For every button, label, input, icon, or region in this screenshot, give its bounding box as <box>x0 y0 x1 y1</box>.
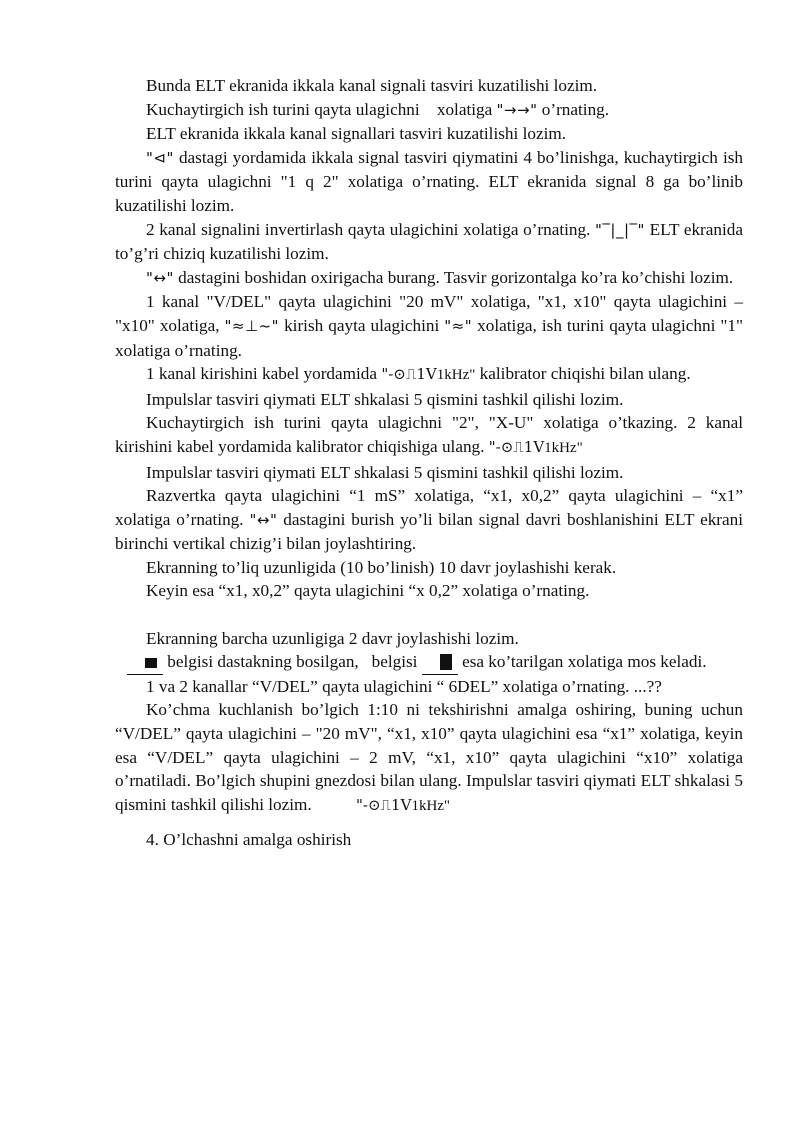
paragraph: Impulslar tasviri qiymati ELT shkalasi 5 qismini tashkil qilishi lozim. <box>146 389 624 409</box>
paragraph <box>115 266 743 291</box>
text: belgisi <box>371 652 418 672</box>
text: xolatiga <box>436 99 493 119</box>
text: dastagini burish yo’li bilan signal davri boshlanishini ELT ekrani birinchi vertikal chizig’i bilan joylashtiring. <box>115 509 744 554</box>
text: esa ko’tarilgan xolatiga mos keladi. <box>462 652 707 672</box>
paragraph: 1 va 2 kanallar “V/DEL” qayta ulagichini “ 6DEL” xolatiga o’rnating. ...?? <box>146 676 662 696</box>
sweep-arrow-icon: "→→" <box>496 100 538 119</box>
horizontal-arrows-icon: "↔" <box>146 268 174 287</box>
text: kirish qayta ulagichini <box>284 315 440 335</box>
text: belgisi dastakning bosilgan, <box>167 652 359 672</box>
paragraph: Ekranning to’liq uzunligida (10 bo’linish) 10 davr joylashishi kerak. <box>146 557 617 577</box>
text: dastagini boshidan oxirigacha burang. Tasvir gorizontalga ko’ra ko’chishi lozim. <box>178 267 734 287</box>
calibrator-icon: "-⊙⎍1V1kHz" <box>356 795 451 814</box>
paragraph <box>115 98 743 123</box>
dc-icon: "≈" <box>444 316 473 335</box>
paragraph <box>115 290 743 362</box>
text: xolatiga, ish turini qayta ulagichni "1" xolatiga o’rnating. <box>115 315 744 360</box>
paragraph <box>115 411 743 460</box>
text: ELT ekranida to’g’ri chiziq kuzatilishi lozim. <box>115 219 743 264</box>
paragraph <box>115 484 743 556</box>
paragraph: Impulslar tasviri qiymati ELT shkalasi 5 qismini tashkil qilishi lozim. <box>146 462 624 482</box>
horizontal-arrows-icon: "↔" <box>249 510 278 529</box>
text: Kuchaytirgich ish turini qayta ulagichni "2", "X-U" xolatiga o’tkazing. 2 kanal kirishini kabel yordamida kalibrator chiqishiga ulang. <box>115 413 743 456</box>
text: dastagi yordamida ikkala signal tasviri qiymatini 4 bo’linishga, kuchaytirgich ish turini qayta ulagichni "1 q 2" xolatiga o’rnating. ELT ekranida signal 8 ga bo’linib kuzatilishi lozim. <box>115 147 744 215</box>
paragraph <box>115 146 743 218</box>
paragraph <box>115 698 743 818</box>
document-body <box>115 74 743 852</box>
invert-pulse-icon: "‾|_|‾" <box>595 220 645 239</box>
calibrator-icon: "-⊙⎍1V1kHz" <box>488 437 583 456</box>
paragraph: Ekranning barcha uzunligiga 2 davr joylashishi lozim. <box>146 628 519 648</box>
paragraph: Bunda ELT ekranida ikkala kanal signali tasviri kuzatilishi lozim. <box>146 76 598 95</box>
button-pressed-icon <box>127 650 163 675</box>
paragraph <box>115 218 743 266</box>
button-raised-icon <box>422 650 458 675</box>
text: kalibrator chiqishi bilan ulang. <box>479 364 691 384</box>
triangle-left-icon: "⊲" <box>146 148 174 167</box>
paragraph <box>115 650 743 675</box>
text: Razvertka qayta ulagichini “1 mS” xolatiga, “x1, x0,2” qayta ulagichini – “x1” xolatiga o’rnating. <box>115 486 743 529</box>
section-heading: 4. O’lchashni amalga oshirish <box>146 830 352 850</box>
calibrator-icon: "-⊙⎍1V1kHz" <box>381 365 476 384</box>
text: 1 kanal kirishini kabel yordamida <box>146 364 378 384</box>
paragraph: Keyin esa “x1, x0,2” qayta ulagichini “x 0,2” xolatiga o’rnating. <box>146 581 590 601</box>
text: Ko’chma kuchlanish bo’lgich 1:10 ni tekshirishni amalga oshiring, buning uchun “V/DEL” qayta ulagichini – "20 mV", “x1, x10” qayta ulagichini esa “x1” xolatiga, keyin esa “V/DEL” qayta ulagichini – 2 mV, “x1, x10” qayta ulagichini “x10” xolatiga o’rnatiladi. Bo’lgich shupini gnezdosi bilan ulang. Impulslar tasviri qiymati ELT shkalasi 5 qismini tashkil qilishi lozim. <box>115 700 743 814</box>
paragraph: ELT ekranida ikkala kanal signallari tasviri kuzatilishi lozim. <box>146 124 567 144</box>
text: 2 kanal signalini invertirlash qayta ulagichini xolatiga o’rnating. <box>146 219 591 239</box>
text: Kuchaytirgich ish turini qayta ulagichni <box>146 99 420 119</box>
text: 1 kanal "V/DEL" qayta ulagichini "20 mV" xolatiga, "x1, x10" qayta ulagichini – "x10" xolatiga, <box>115 292 743 335</box>
text: o’rnating. <box>541 99 610 119</box>
ac-ground-dc-icon: "≈⊥~" <box>224 316 280 335</box>
paragraph <box>115 362 743 388</box>
